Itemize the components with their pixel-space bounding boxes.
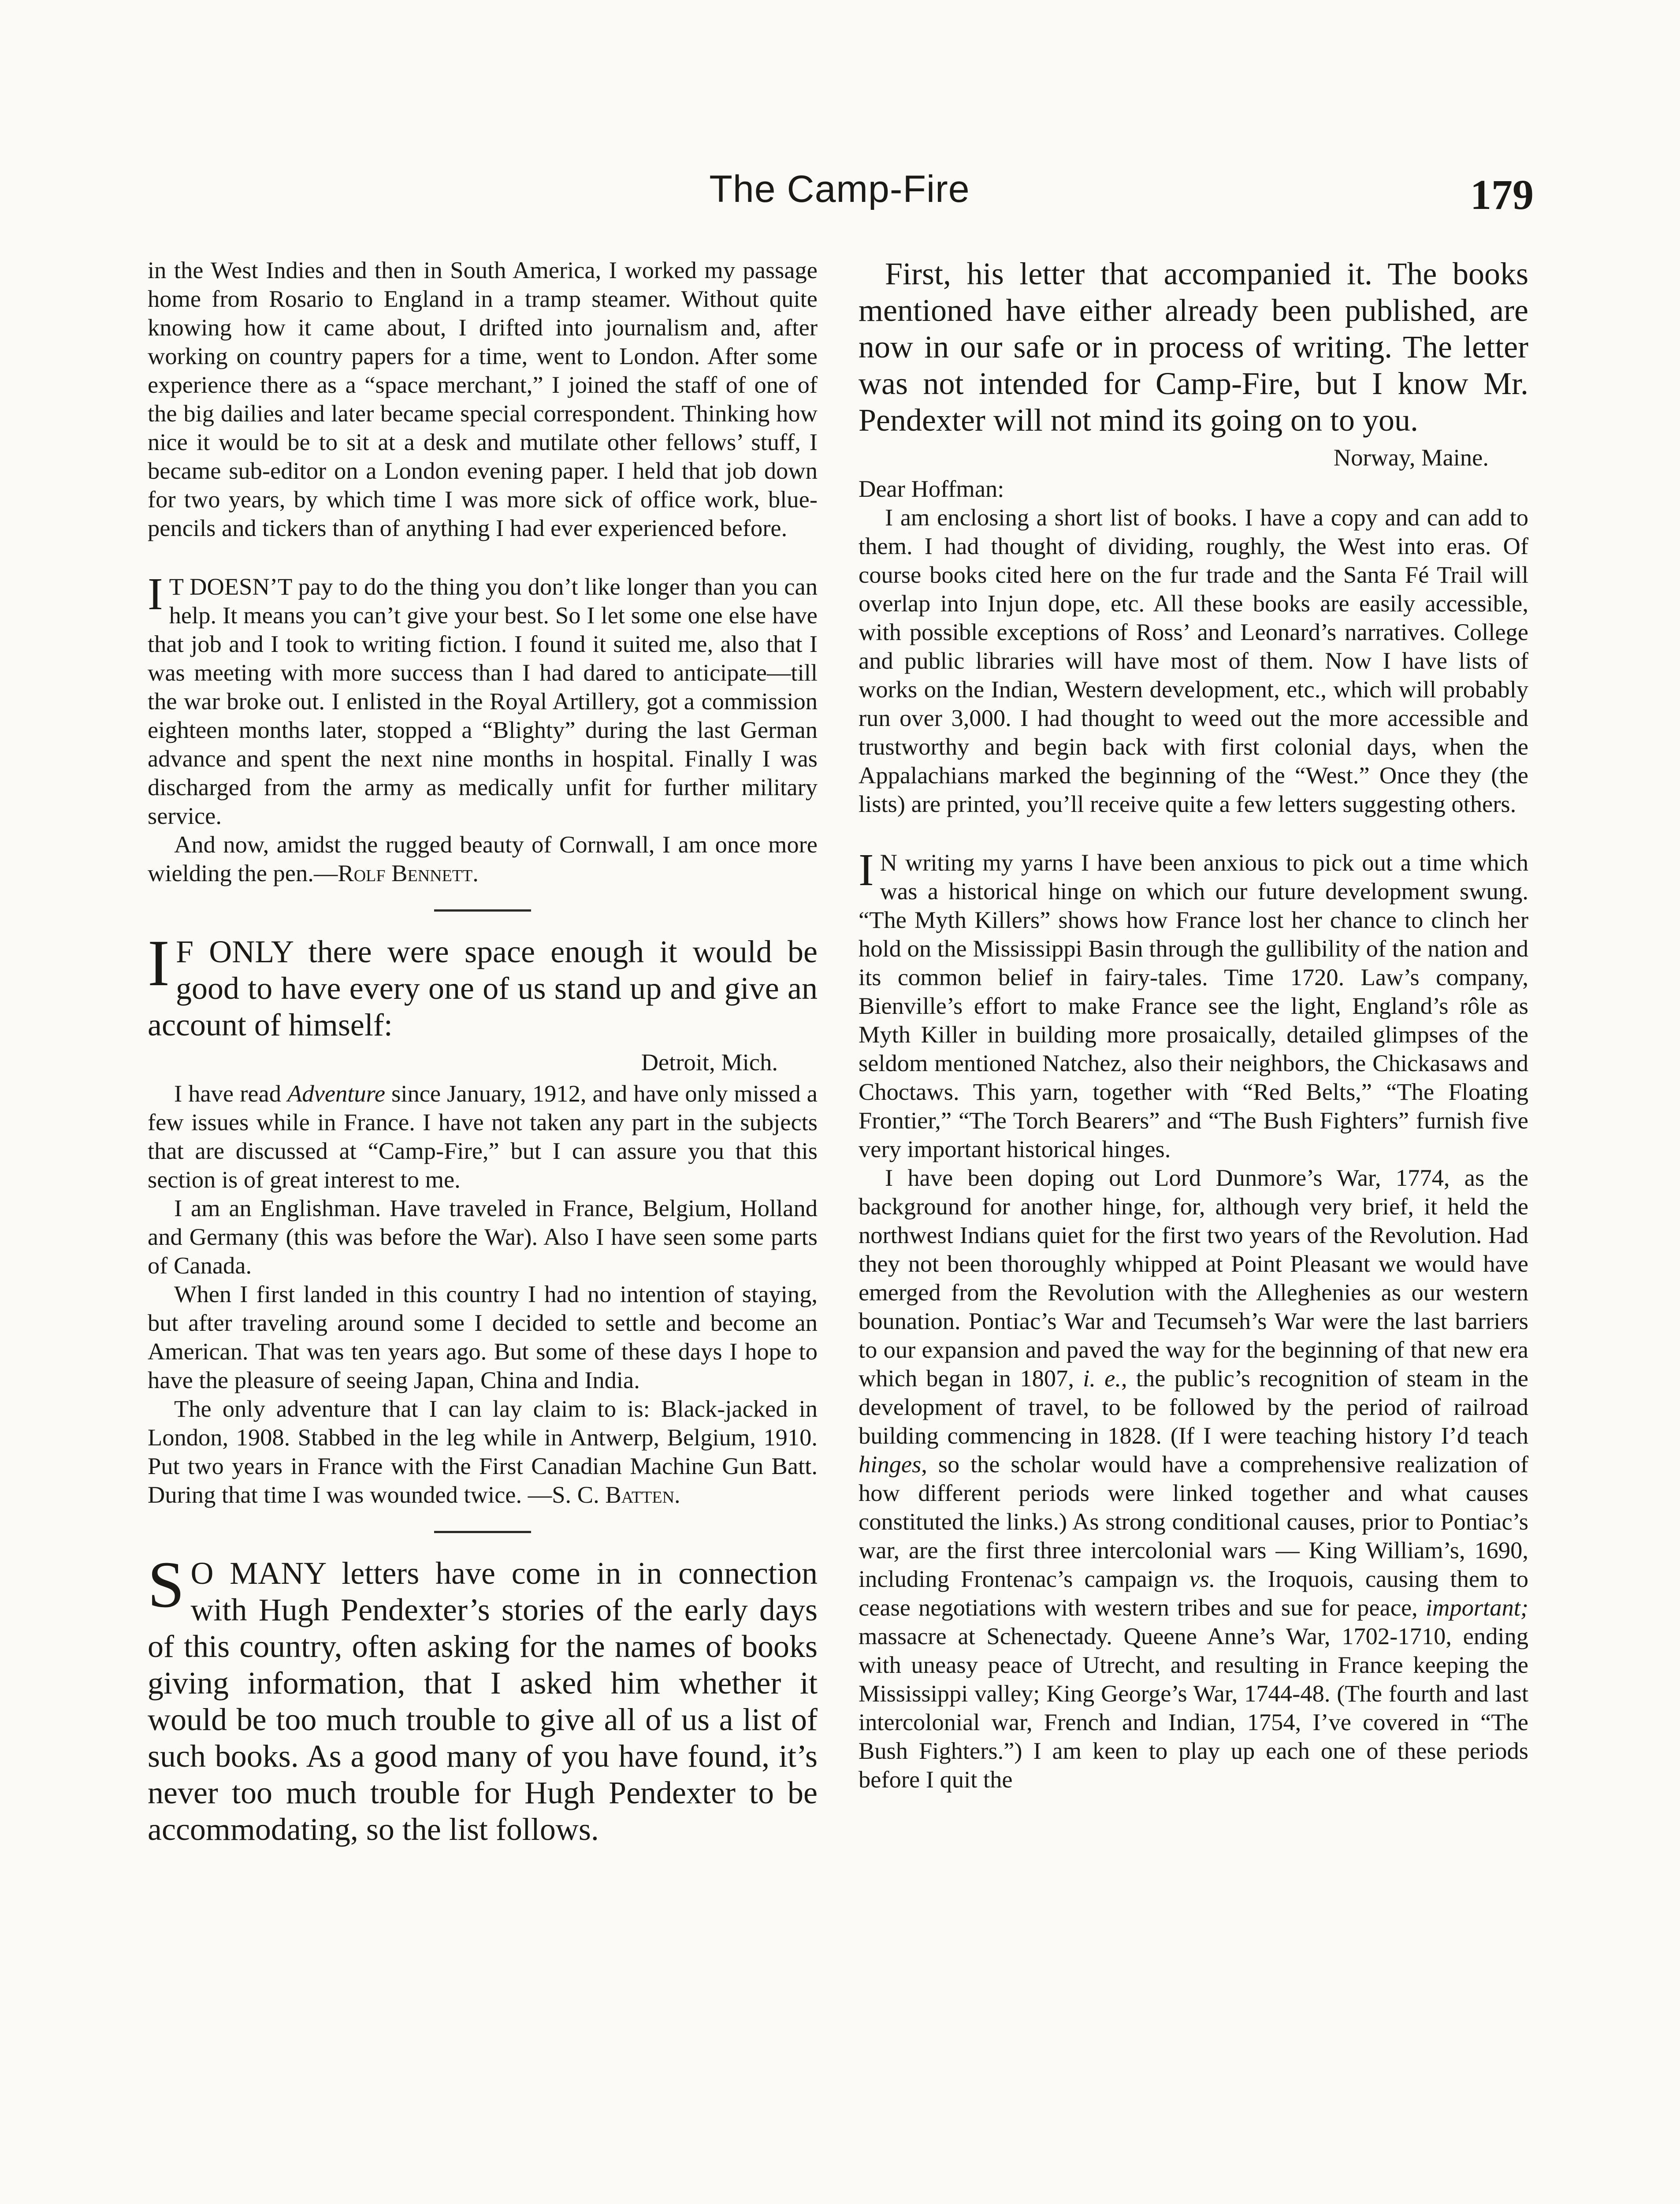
text: the Iroquois, causing them to cease negotiations with western tribes and sue for peace,: [859, 1565, 1528, 1621]
pendexter-paragraph-2: [859, 845, 1528, 1163]
bennett-paragraph-2: [148, 569, 818, 830]
italic-text: i. e.: [1083, 1365, 1121, 1392]
editor-intro-text: F ONLY there were space enough it would be good to have every one of us stand up and give an account of himself:: [148, 934, 818, 1042]
batten-paragraph-2: I am an Englishman. Have traveled in France, Belgium, Holland and Germany (this was before the War). Also I have seen some parts of Canada.: [148, 1195, 818, 1279]
pendexter-paragraph-2-text: N writing my yarns I have been anxious to pick out a time which was a historical hinge on which our future development swung. “The Myth Killers” shows how France lost her chance to clinch her hold on the Mississippi Basin through the gullibility of the nation and its common belief in fairy-tales. Time 1720. Law’s company, Bienville’s effort to make France see the light, England’s rôle as Myth Killer in building more prosaically, detailed glimpses of the seldom mentioned Natchez, also their neighbors, the Chickasaws and Choctaws. This yarn, together with “Red Belts,” “The Floating Frontier,” “The Torch Bearers” and “The Bush Fighters” furnish five very important historical hinges.: [859, 849, 1528, 1162]
text: , so the scholar would have a comprehensive realization of how different periods were linked together and what causes constituted the links.) As strong conditional causes, prior to Pontiac’s war, are the first three intercolonial wars — King William’s, 1690, including Frontenac’s campaign: [859, 1451, 1528, 1592]
drop-cap: I: [859, 845, 874, 895]
bennett-paragraph-1: in the West Indies and then in South America, I worked my passage home from Rosario to England in a tramp steamer. Without quite knowing how it came about, I drifted into journalism and, after working on country papers for a time, went to London. After some experience there as a “space merchant,” I joined the staff of one of the big dailies and later became special correspondent. Thinking how nice it would be to sit at a desk and mutilate other fellows’ stuff, I became sub-editor on a London evening paper. I held that job down for two years, by which time I was more sick of office work, blue-pencils and tickers than of anything I had ever experienced before.: [148, 257, 818, 541]
text: since January, 1912, and have only missed a few issues while in France. I have not taken any part in the subjects that are discussed at “Camp-Fire,” but I can assure you that this section is of great interest to me.: [148, 1080, 818, 1193]
running-title: The Camp-Fire: [709, 168, 970, 210]
bennett-paragraph-3-text: And now, amidst the rugged beauty of Cornwall, I am once more wielding the pen.—: [148, 831, 818, 886]
text: I have read: [174, 1080, 288, 1107]
batten-paragraph-3: When I first landed in this country I had no intention of staying, but after traveling around some I decided to settle and become an American. That was ten years ago. But some of these days I hope to have the pleasure of seeing Japan, China and India.: [148, 1281, 818, 1393]
drop-cap: I: [148, 569, 163, 619]
italic-text: vs.: [1189, 1565, 1215, 1592]
drop-cap: S: [148, 1548, 185, 1621]
drop-cap: I: [148, 927, 170, 1000]
salutation: Dear Hoffman:: [859, 475, 1004, 502]
bennett-paragraph-3: [148, 830, 818, 887]
section-divider: [434, 1531, 531, 1533]
page-number: 179: [1470, 171, 1534, 218]
right-column: [859, 256, 1528, 1794]
editor-intro-text: O MANY letters have come in in connection with Hugh Pendexter’s stories of the early days of this country, often asking for the names of books giving information, that I asked him whether it would be too much trouble to give all of us a list of such books. As a good many of you have found, it’s never too much trouble for Hugh Pendexter to be accommodating, so the list follows.: [148, 1556, 818, 1847]
italic-text: hinges: [859, 1451, 922, 1478]
editor-intro-batten: [148, 927, 818, 1043]
section-divider: [434, 909, 531, 912]
letter-location: Norway, Maine.: [1333, 444, 1489, 471]
editor-intro-text: First, his letter that accompanied it. The books mentioned have either already been published, are now in our safe or in process of writing. The letter was not intended for Camp-Fire, but I know Mr. Pendexter will not mind its going on to you.: [859, 256, 1528, 438]
batten-paragraph-4: [148, 1394, 818, 1509]
editor-intro-letter: [859, 256, 1528, 439]
pendexter-paragraph-1: I am enclosing a short list of books. I have a copy and can add to them. I had thought of dividing, roughly, the West into eras. Of course books cited here on the fur trade and the Santa Fé Trail will overlap into Injun dope, etc. All these books are easily accessible, with possible exceptions of Ross’ and Leonard’s narratives. College and public libraries will have most of them. Now I have lists of works on the Indian, Western development, etc., which will probably run over 3,000. I had thought to weed out the more accessible and trustworthy and begin back with first colonial days, when the Appalachians marked the beginning of the “West.” Once they (the lists) are printed, you’ll receive quite a few letters suggesting others.: [859, 504, 1528, 817]
page-header: [145, 168, 1534, 229]
signature: S. C. Batten.: [552, 1481, 680, 1508]
batten-paragraph-1: [148, 1079, 818, 1194]
bennett-paragraph-2-text: T DOESN’T pay to do the thing you don’t like longer than you can help. It means you can’t give your best. So I let some one else have that job and I took to writing fiction. I found it suited me, also that I was meeting with more success than I had dared to anticipate—till the war broke out. I enlisted in the Royal Artillery, got a commission eighteen months later, stopped a “Blighty” during the last German advance and spent the next nine months in hospital. Finally I was discharged from the army as medically unfit for further military service.: [148, 573, 818, 829]
magazine-title: Adventure: [287, 1080, 386, 1107]
italic-text: important;: [1425, 1594, 1528, 1621]
text: I have been doping out Lord Dunmore’s War, 1774, as the background for another hinge, for, although very brief, it held the northwest Indians quiet for the first two years of the Revolution. Had they not been thoroughly whipped at Point Pleasant we would have emerged from the Revolution with the Alleghenies as our western bounation. Pontiac’s War and Tecumseh’s War were the last barriers to our expansion and paved the way for the beginning of that new era which began in 1807,: [859, 1164, 1528, 1392]
signature: Rolf Bennett.: [338, 860, 479, 886]
left-column: [148, 256, 818, 1848]
editor-intro-pendexter: [148, 1548, 818, 1848]
text: , the public’s recognition of steam in the development of travel, to be followed by the period of railroad building commencing in 1828. (If I were teaching history I’d teach: [859, 1365, 1528, 1449]
text: massacre at Schenectady. Queene Anne’s War, 1702-1710, ending with uneasy peace of Utrecht, and resulting in France keeping the Mississippi valley; King George’s War, 1744-48. (The fourth and last intercolonial war, French and Indian, 1754, I’ve covered in “The Bush Fighters.”) I am keen to play up each one of these periods before I quit the: [859, 1623, 1528, 1793]
letter-location: Detroit, Mich.: [641, 1049, 778, 1076]
text: The only adventure that I can lay claim to is: Black-jacked in London, 1908. Stabbed in the leg while in Antwerp, Belgium, 1910. Put two years in France with the First Canadian Machine Gun Batt. During that time I was wounded twice. —: [148, 1395, 818, 1508]
pendexter-paragraph-3: [859, 1163, 1528, 1794]
